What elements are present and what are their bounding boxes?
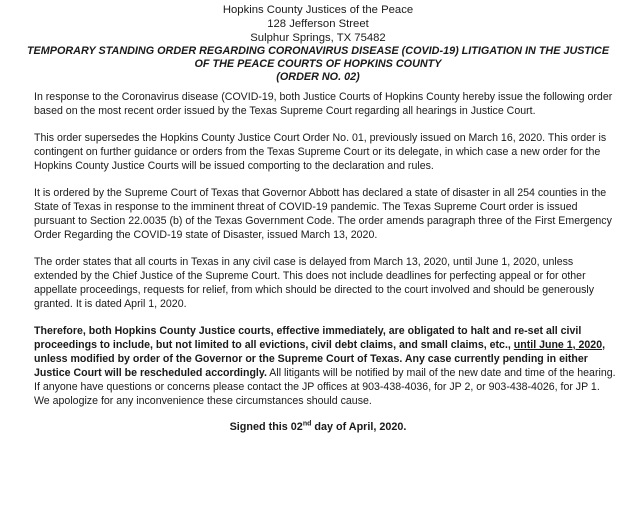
signed-suffix: day of April, 2020. (311, 421, 407, 433)
org-name: Hopkins County Justices of the Peace (222, 4, 414, 16)
title-line-3: (ORDER NO. 02) (276, 71, 360, 83)
therefore-normal: All litigants will be notified by mail of the new date and time of the hearing. If anyone have questions or concerns please contact the JP offices at 903-438-4036, for JP 2, or 903-438-4026, for JP 1. We apologize for any inconvenience these circumstances should cause. (34, 367, 616, 407)
letterhead (0, 0, 636, 45)
paragraph-intro: In response to the Coronavirus disease (COVID-19, both Justice Courts of Hopkins County hereby issue the following order based on the most recent order issued by the Texas Supreme Court regarding all hearings in Justice Court. (34, 91, 613, 117)
paragraph-supersedes: This order supersedes the Hopkins County Justice Court Order No. 01, previously issued on March 16, 2020. This order is contingent on further guidance or orders from the Texas Supreme Court or its delegate, in which case a new order for the Hopkins County Justice Courts will be issued comporting to the declaration and rules. (34, 132, 607, 172)
paragraph-order-states: The order states that all courts in Texas in any civil case is delayed from March 13, 2020, until June 1, 2020, unless extended by the Chief Justice of the Supreme Court. This does not include deadlines for perfecting appeal or for other appellate proceedings, requests for relief, from which should be directed to the court involved and should be generously granted. It is dated April 1, 2020. (34, 256, 595, 310)
deadline-date: until June 1, 2020 (513, 339, 603, 351)
title-line-2: OF THE PEACE COURTS OF HOPKINS COUNTY (194, 58, 442, 70)
street-address: 128 Jefferson Street (267, 18, 369, 30)
signature-line (0, 421, 636, 433)
therefore-bold-a: Therefore, both Hopkins County Justice courts, effective immediately, are obligated to halt and re-set all civil proceedings to include, but not limited to all evictions, civil debt claims, and small claims, etc., (34, 325, 582, 351)
order-title (18, 45, 618, 84)
order-body (34, 90, 618, 408)
signed-ordinal: nd (302, 420, 312, 428)
paragraph-therefore (34, 324, 618, 408)
therefore-bold-b: , unless modified by order of the Governor or the Supreme Court of Texas. Any case currently pending in either Justice Court will be rescheduled accordingly. (34, 339, 606, 379)
city-address: Sulphur Springs, TX 75482 (250, 32, 386, 44)
signed-prefix: Signed this 02 (229, 421, 303, 433)
title-line-1: TEMPORARY STANDING ORDER REGARDING CORONAVIRUS DISEASE (COVID-19) LITIGATION IN THE JUSTICE (26, 45, 610, 57)
paragraph-supreme-court: It is ordered by the Supreme Court of Texas that Governor Abbott has declared a state of disaster in all 254 counties in the State of Texas in response to the imminent threat of COVID-19 pandemic. The Texas Supreme Court order is issued pursuant to Section 22.0035 (b) of the Texas Government Code. The order amends paragraph three of the First Emergency Order Regarding the COVID-19 state of Disaster, issued March 13, 2020. (34, 187, 612, 241)
